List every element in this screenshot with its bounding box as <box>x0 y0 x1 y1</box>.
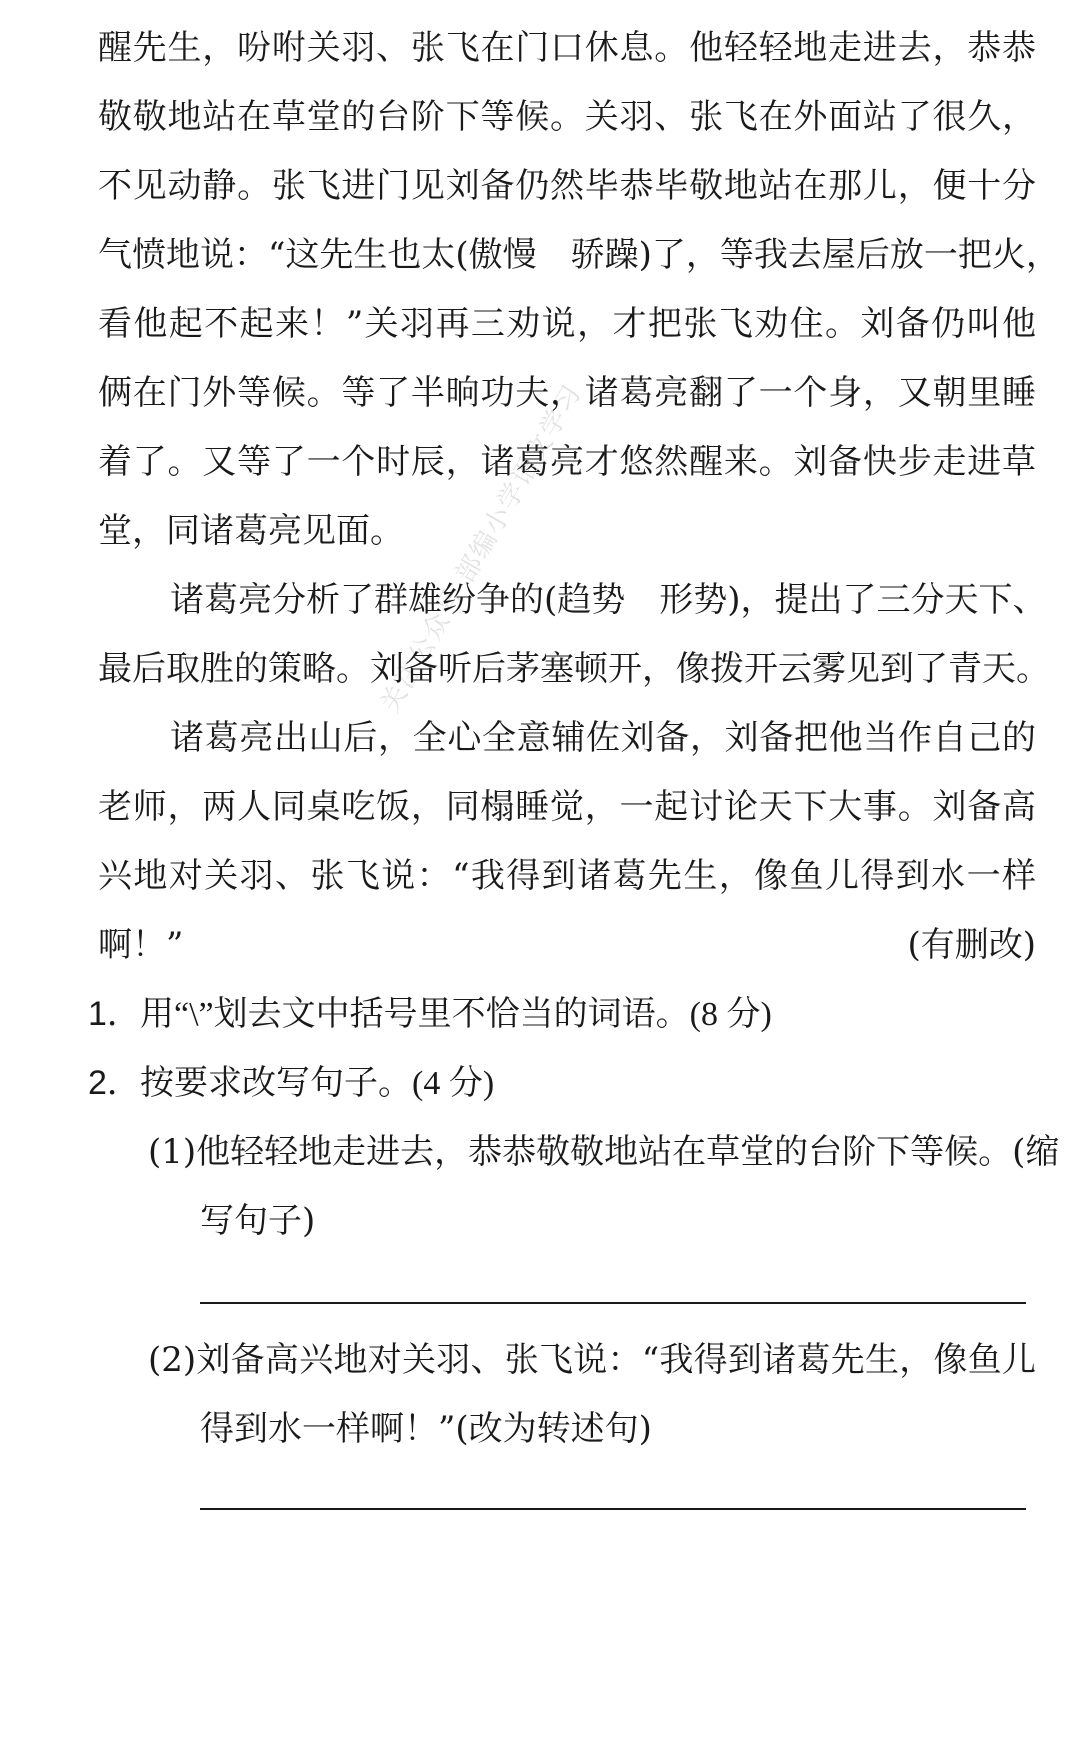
passage-line-10: 最后取胜的策略。刘备听后茅塞顿开，像拨开云雾见到了青天。 <box>98 649 1050 689</box>
question-1 <box>88 994 772 1035</box>
passage-line-14: 啊！” <box>98 925 184 965</box>
answer-line-2[interactable] <box>200 1508 1026 1510</box>
passage-line-13: 兴地对关羽、张飞说：“我得到诸葛先生，像鱼儿得到水一样 <box>98 856 1036 896</box>
question-2-number: 2． <box>88 1064 141 1102</box>
passage-line-8: 堂，同诸葛亮见面。 <box>98 511 404 551</box>
passage-line-2: 敬敬地站在草堂的台阶下等候。关羽、张飞在外面站了很久， <box>98 97 1036 137</box>
source-note: (有删改) <box>907 925 1036 965</box>
passage-line-7: 着了。又等了一个时辰，诸葛亮才悠然醒来。刘备快步走进草 <box>98 442 1036 482</box>
question-2 <box>88 1063 494 1104</box>
question-1-number: 1． <box>88 995 141 1033</box>
passage-line-9: 诸葛亮分析了群雄纷争的(趋势 形势)，提出了三分天下、 <box>170 580 1047 620</box>
subquestion-1-line-1: (1)他轻轻地走进去，恭恭敬敬地站在草堂的台阶下等候。(缩 <box>148 1132 1060 1172</box>
passage-line-1: 醒先生，吩咐关羽、张飞在门口休息。他轻轻地走进去，恭恭 <box>98 28 1036 68</box>
question-2-text: 按要求改写句子。(4 分) <box>140 1065 495 1102</box>
watermark: 关注公众号 部编小学语文学习 <box>375 378 589 718</box>
subquestion-2-line-2: 得到水一样啊！”(改为转述句) <box>200 1409 652 1449</box>
passage-line-12: 老师，两人同桌吃饭，同榻睡觉，一起讨论天下大事。刘备高 <box>98 787 1036 827</box>
passage-last-row <box>98 925 1036 965</box>
passage-line-6: 俩在门外等候。等了半晌功夫，诸葛亮翻了一个身，又朝里睡 <box>98 373 1036 413</box>
question-1-text: 用“\”划去文中括号里不恰当的词语。(8 分) <box>140 996 772 1033</box>
subquestion-1-line-2: 写句子) <box>200 1201 316 1241</box>
passage-line-11: 诸葛亮出山后，全心全意辅佐刘备，刘备把他当作自己的 <box>170 718 1036 758</box>
passage-line-4: 气愤地说：“这先生也太(傲慢 骄躁)了，等我去屋后放一把火， <box>98 235 1060 275</box>
subquestion-2-line-1: (2)刘备高兴地对关羽、张飞说：“我得到诸葛先生，像鱼儿 <box>148 1340 1036 1380</box>
passage-line-3: 不见动静。张飞进门见刘备仍然毕恭毕敬地站在那儿，便十分 <box>98 166 1036 206</box>
passage-line-5: 看他起不起来！”关羽再三劝说，才把张飞劝住。刘备仍叫他 <box>98 304 1036 344</box>
answer-line-1[interactable] <box>200 1302 1026 1304</box>
